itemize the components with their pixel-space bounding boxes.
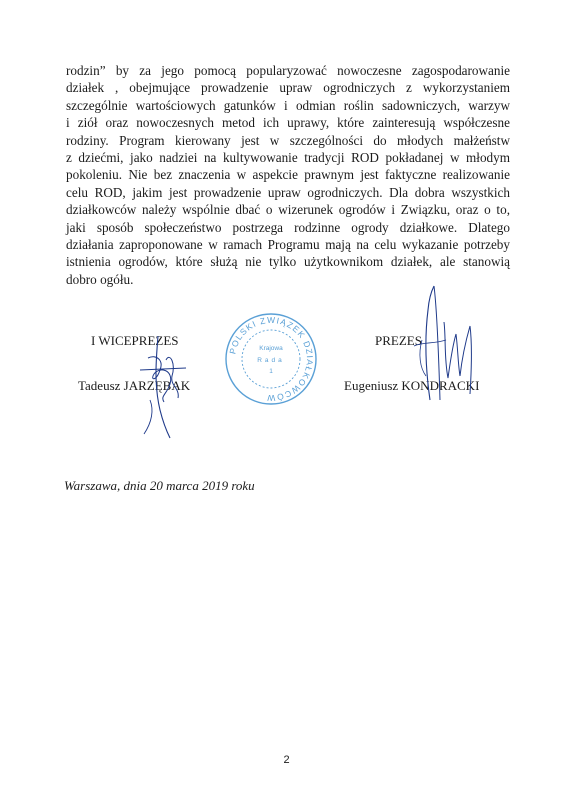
paragraph-line: jaki sposób społeczeństwo postrzega rodzinne ogrody działkowe. Dlatego — [66, 219, 510, 235]
stamp-center-line3: 1 — [269, 368, 273, 375]
paragraph-line: szczególnie wartościowych gatunków i odmian roślin sadowniczych, warzyw — [66, 97, 510, 113]
left-signatory-name: Tadeusz JARZĘBAK — [78, 378, 191, 393]
paragraph-line: z dziećmi, jako nadziei na kultywowanie tradycji ROD pokładanej w młodym — [66, 150, 510, 166]
organization-stamp — [222, 310, 320, 408]
paragraph-line: pokoleniu. Nie bez znaczenia w aspekcie prawnym jest faktyczne realizowanie — [66, 167, 510, 183]
paragraph-line: działek , obejmujące prowadzenie upraw ogrodniczych z wykorzystaniem — [66, 80, 510, 96]
paragraph-line: i ziół oraz nowoczesnych metod ich uprawy, które zainteresują współczesne — [66, 115, 510, 131]
right-handwritten-signature — [400, 282, 490, 412]
paragraph-line: dobro ogółu. — [66, 271, 134, 287]
right-signatory-title: PREZES — [375, 333, 422, 348]
paragraph-line: istnienia ogrodów, które służą nie tylko użytkownikom działek, ale stanowią — [66, 254, 510, 270]
paragraph-line: rodziny. Program kierowany jest w szczególności do młodych małżeństw — [66, 132, 510, 148]
paragraph-line: działania zaproponowane w ramach Programu mają na celu wykazanie potrzeby — [66, 237, 510, 253]
paragraph-line: działkowców należy wspólnie dbać o wizerunek ogrodów i Związku, oraz o to, — [66, 202, 510, 218]
place-and-date: Warszawa, dnia 20 marca 2019 roku — [64, 478, 255, 493]
right-signatory-name: Eugeniusz KONDRACKI — [344, 378, 480, 393]
paragraph-line: celu ROD, jakim jest prowadzenie upraw ogrodniczych. Dla dobra wszystkich — [66, 184, 510, 200]
page-number: 2 — [283, 754, 290, 766]
stamp-ring-text: POLSKI ZWIĄZEK DZIAŁKOWCÓW — [227, 314, 316, 404]
left-handwritten-signature — [130, 330, 200, 440]
paragraph-line: rodzin” by za jego pomocą popularyzować nowoczesne zagospodarowanie — [66, 63, 510, 78]
left-signatory-title: I WICEPREZES — [91, 333, 179, 348]
stamp-center-line2: Rada — [257, 357, 285, 364]
body-paragraph — [66, 62, 510, 288]
stamp-center-line1: Krajowa — [259, 345, 283, 352]
